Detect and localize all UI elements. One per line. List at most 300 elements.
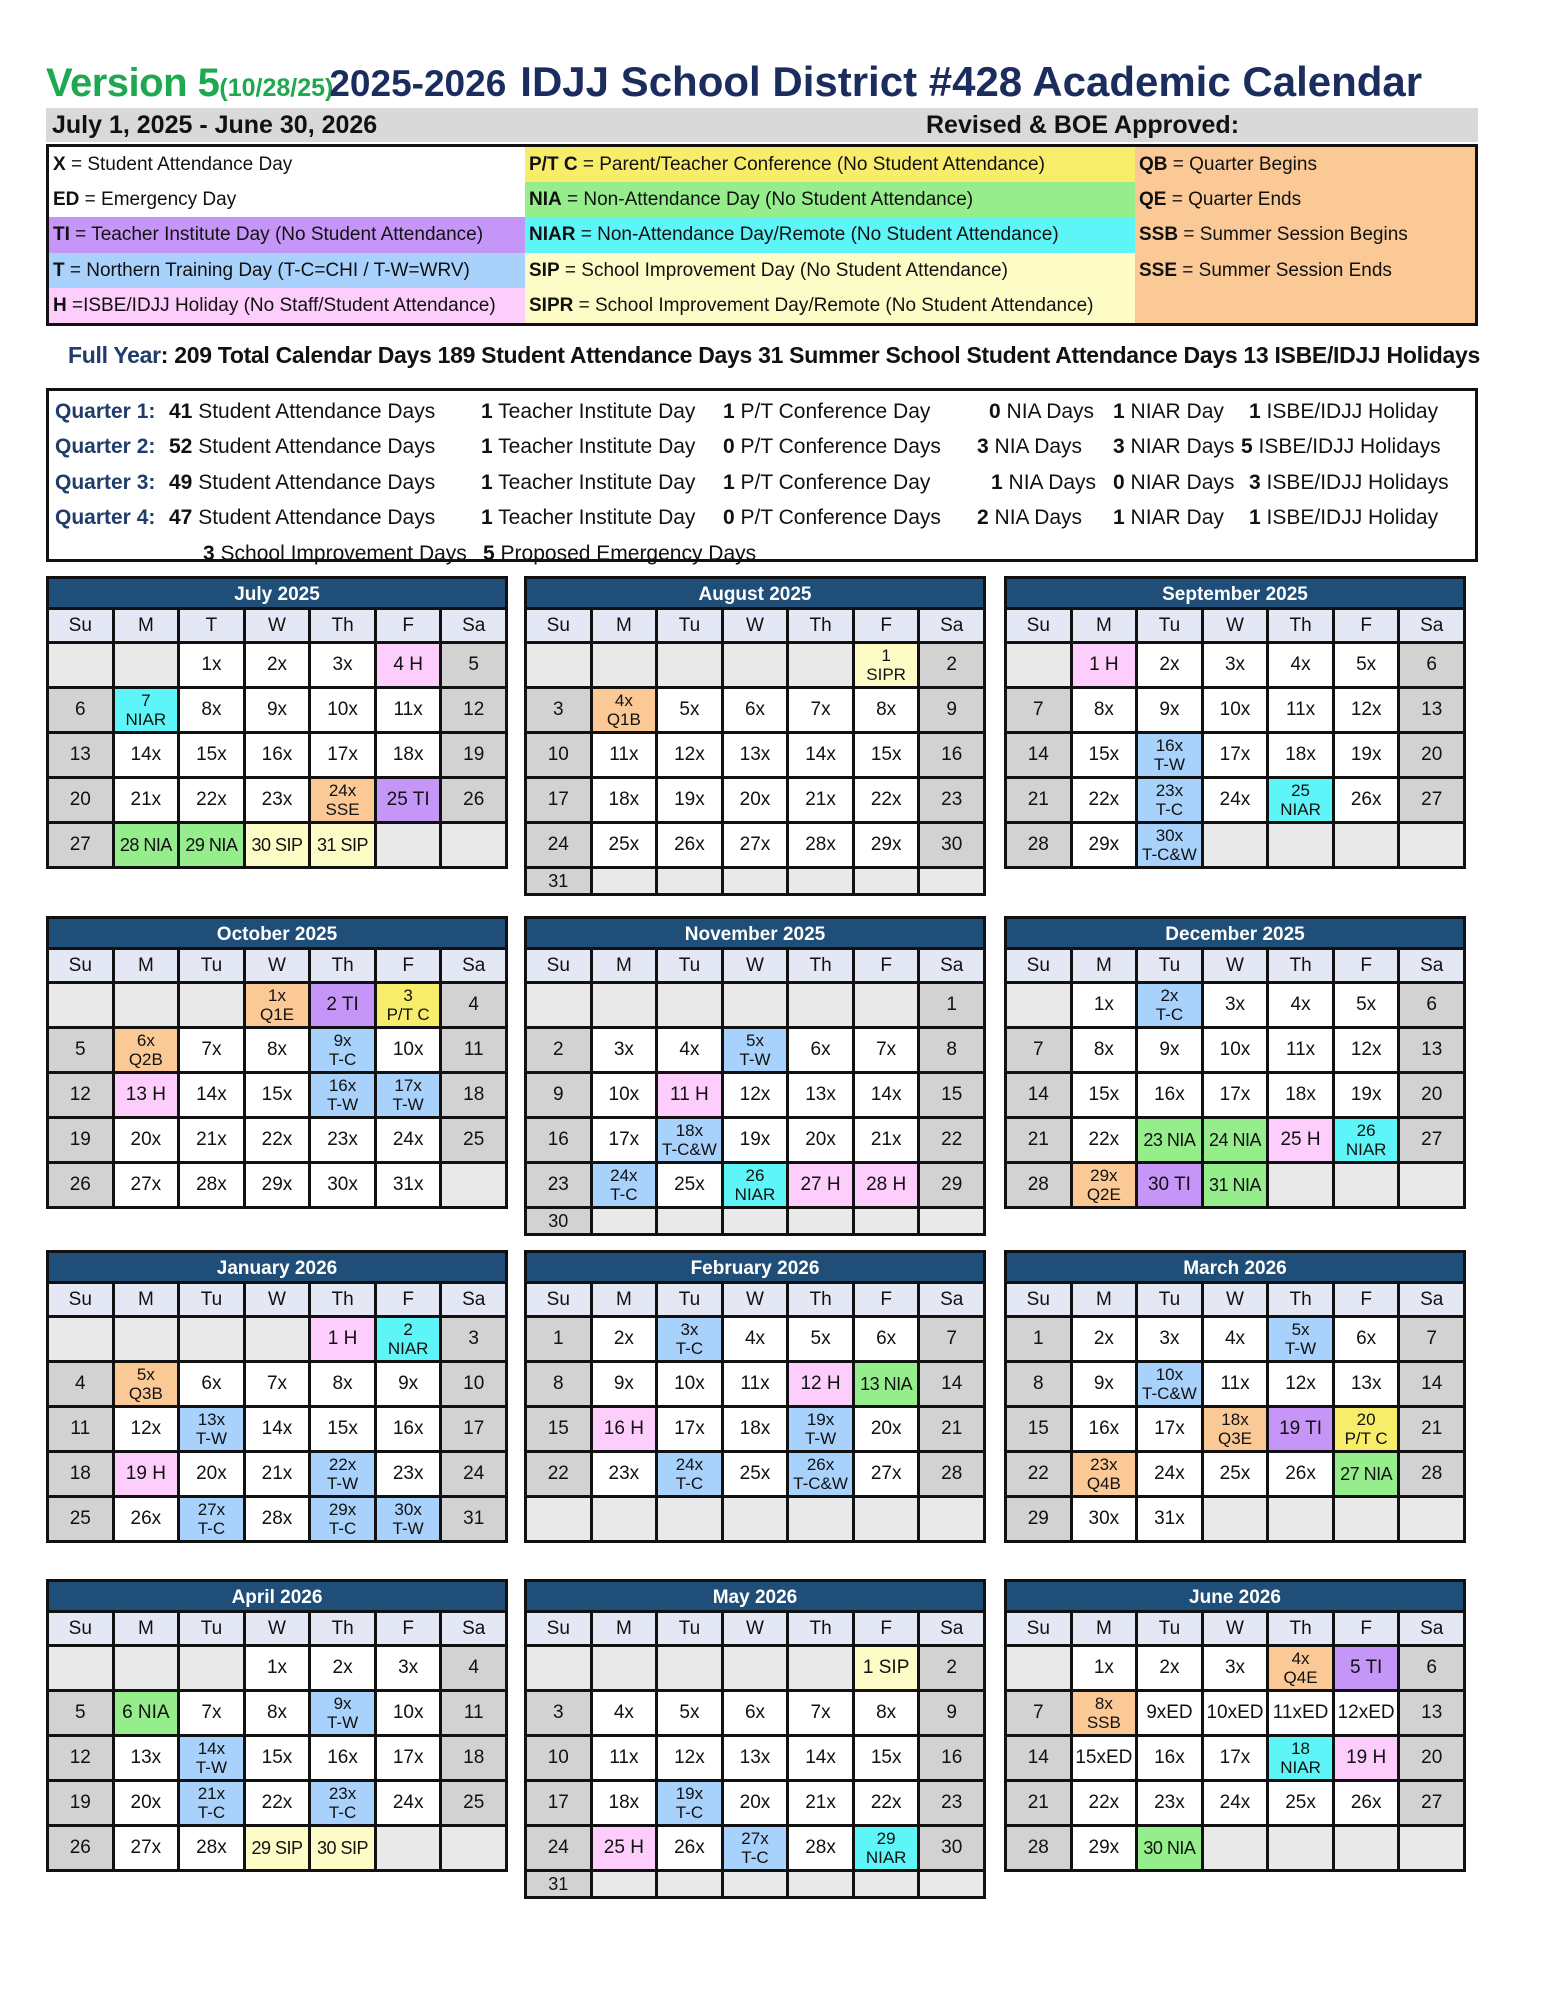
day-cell[interactable] — [1138, 1782, 1201, 1824]
day-cell[interactable] — [180, 1782, 243, 1824]
weekend-day-cell[interactable] — [920, 644, 983, 686]
weekend-day-cell[interactable] — [920, 1453, 983, 1495]
day-cell[interactable] — [1204, 1029, 1267, 1071]
day-cell[interactable] — [115, 1692, 178, 1734]
day-cell[interactable] — [311, 689, 374, 731]
day-cell[interactable] — [658, 1408, 721, 1450]
day-cell[interactable] — [377, 1737, 440, 1779]
day-cell[interactable] — [1204, 1119, 1267, 1161]
day-cell[interactable] — [658, 779, 721, 821]
weekend-day-cell[interactable] — [920, 1164, 983, 1206]
day-cell[interactable] — [724, 1029, 787, 1071]
day-cell[interactable] — [593, 1164, 656, 1206]
weekend-day-cell[interactable] — [442, 689, 505, 731]
day-cell[interactable] — [180, 1737, 243, 1779]
day-cell[interactable] — [180, 1692, 243, 1734]
day-cell[interactable] — [855, 1782, 918, 1824]
day-cell[interactable] — [1073, 824, 1136, 866]
day-cell[interactable] — [1269, 644, 1332, 686]
day-cell[interactable] — [593, 1119, 656, 1161]
day-cell[interactable] — [658, 1029, 721, 1071]
weekend-day-cell[interactable] — [920, 1363, 983, 1405]
day-cell[interactable] — [724, 1074, 787, 1116]
day-cell[interactable] — [855, 1692, 918, 1734]
day-cell[interactable] — [1073, 1692, 1136, 1734]
day-cell[interactable] — [115, 1363, 178, 1405]
weekend-day-cell[interactable] — [1400, 1029, 1463, 1071]
day-cell[interactable] — [246, 689, 309, 731]
weekend-day-cell[interactable] — [442, 1363, 505, 1405]
day-cell[interactable] — [593, 1408, 656, 1450]
day-cell[interactable] — [180, 1827, 243, 1869]
day-cell[interactable] — [1138, 1318, 1201, 1360]
day-cell[interactable] — [1269, 1119, 1332, 1161]
weekend-day-cell[interactable] — [527, 1029, 590, 1071]
day-cell[interactable] — [1335, 1029, 1398, 1071]
day-cell[interactable] — [1204, 1318, 1267, 1360]
day-cell[interactable] — [855, 1453, 918, 1495]
day-cell[interactable] — [1269, 734, 1332, 776]
day-cell[interactable] — [855, 824, 918, 866]
weekend-day-cell[interactable] — [442, 779, 505, 821]
day-cell[interactable] — [1073, 689, 1136, 731]
day-cell[interactable] — [246, 1827, 309, 1869]
day-cell[interactable] — [1204, 1782, 1267, 1824]
day-cell[interactable] — [1335, 1363, 1398, 1405]
day-cell[interactable] — [1204, 1692, 1267, 1734]
day-cell[interactable] — [311, 644, 374, 686]
day-cell[interactable] — [180, 734, 243, 776]
weekend-day-cell[interactable] — [527, 1408, 590, 1450]
day-cell[interactable] — [246, 734, 309, 776]
day-cell[interactable] — [246, 1363, 309, 1405]
day-cell[interactable] — [1138, 1737, 1201, 1779]
day-cell[interactable] — [1138, 1408, 1201, 1450]
weekend-day-cell[interactable] — [1400, 779, 1463, 821]
weekend-day-cell[interactable] — [442, 734, 505, 776]
weekend-day-cell[interactable] — [527, 1692, 590, 1734]
day-cell[interactable] — [593, 734, 656, 776]
day-cell[interactable] — [1073, 779, 1136, 821]
day-cell[interactable] — [789, 824, 852, 866]
day-cell[interactable] — [180, 1119, 243, 1161]
day-cell[interactable] — [1204, 1453, 1267, 1495]
day-cell[interactable] — [1269, 1363, 1332, 1405]
day-cell[interactable] — [311, 1647, 374, 1689]
weekend-day-cell[interactable] — [1400, 1453, 1463, 1495]
weekend-day-cell[interactable] — [527, 1164, 590, 1206]
day-cell[interactable] — [377, 644, 440, 686]
day-cell[interactable] — [724, 1782, 787, 1824]
weekend-day-cell[interactable] — [920, 1029, 983, 1071]
weekend-day-cell[interactable] — [49, 1692, 112, 1734]
day-cell[interactable] — [377, 984, 440, 1026]
day-cell[interactable] — [246, 1692, 309, 1734]
day-cell[interactable] — [789, 1408, 852, 1450]
day-cell[interactable] — [115, 689, 178, 731]
weekend-day-cell[interactable] — [920, 824, 983, 866]
day-cell[interactable] — [377, 1029, 440, 1071]
day-cell[interactable] — [377, 1164, 440, 1206]
weekend-day-cell[interactable] — [527, 1827, 590, 1869]
weekend-day-cell[interactable] — [1007, 1363, 1070, 1405]
weekend-day-cell[interactable] — [527, 689, 590, 731]
day-cell[interactable] — [724, 1363, 787, 1405]
day-cell[interactable] — [593, 1782, 656, 1824]
day-cell[interactable] — [377, 1408, 440, 1450]
weekend-day-cell[interactable] — [527, 1872, 590, 1896]
day-cell[interactable] — [658, 1737, 721, 1779]
day-cell[interactable] — [1073, 1119, 1136, 1161]
day-cell[interactable] — [180, 1363, 243, 1405]
day-cell[interactable] — [246, 1029, 309, 1071]
day-cell[interactable] — [855, 1408, 918, 1450]
day-cell[interactable] — [311, 824, 374, 866]
weekend-day-cell[interactable] — [920, 1074, 983, 1116]
day-cell[interactable] — [789, 779, 852, 821]
day-cell[interactable] — [1073, 1782, 1136, 1824]
weekend-day-cell[interactable] — [442, 1453, 505, 1495]
weekend-day-cell[interactable] — [442, 1647, 505, 1689]
day-cell[interactable] — [789, 1164, 852, 1206]
weekend-day-cell[interactable] — [1400, 1647, 1463, 1689]
weekend-day-cell[interactable] — [49, 1453, 112, 1495]
day-cell[interactable] — [180, 779, 243, 821]
weekend-day-cell[interactable] — [527, 734, 590, 776]
day-cell[interactable] — [593, 1318, 656, 1360]
day-cell[interactable] — [1335, 644, 1398, 686]
day-cell[interactable] — [115, 1074, 178, 1116]
weekend-day-cell[interactable] — [1007, 689, 1070, 731]
day-cell[interactable] — [1204, 1363, 1267, 1405]
day-cell[interactable] — [115, 1029, 178, 1071]
day-cell[interactable] — [1335, 689, 1398, 731]
day-cell[interactable] — [1269, 984, 1332, 1026]
day-cell[interactable] — [1138, 1647, 1201, 1689]
day-cell[interactable] — [246, 644, 309, 686]
day-cell[interactable] — [1269, 1737, 1332, 1779]
day-cell[interactable] — [1138, 689, 1201, 731]
day-cell[interactable] — [115, 1119, 178, 1161]
day-cell[interactable] — [658, 1782, 721, 1824]
day-cell[interactable] — [377, 779, 440, 821]
day-cell[interactable] — [593, 1453, 656, 1495]
weekend-day-cell[interactable] — [1007, 1498, 1070, 1540]
day-cell[interactable] — [1335, 1737, 1398, 1779]
day-cell[interactable] — [1073, 1164, 1136, 1206]
day-cell[interactable] — [1073, 1074, 1136, 1116]
weekend-day-cell[interactable] — [920, 1782, 983, 1824]
day-cell[interactable] — [855, 1029, 918, 1071]
day-cell[interactable] — [1204, 779, 1267, 821]
day-cell[interactable] — [115, 734, 178, 776]
weekend-day-cell[interactable] — [527, 869, 590, 893]
day-cell[interactable] — [180, 689, 243, 731]
day-cell[interactable] — [1138, 1074, 1201, 1116]
weekend-day-cell[interactable] — [1007, 1692, 1070, 1734]
day-cell[interactable] — [1269, 1074, 1332, 1116]
weekend-day-cell[interactable] — [1007, 1827, 1070, 1869]
weekend-day-cell[interactable] — [1007, 1782, 1070, 1824]
day-cell[interactable] — [1335, 1692, 1398, 1734]
day-cell[interactable] — [115, 1827, 178, 1869]
day-cell[interactable] — [724, 1318, 787, 1360]
weekend-day-cell[interactable] — [920, 734, 983, 776]
weekend-day-cell[interactable] — [442, 1029, 505, 1071]
day-cell[interactable] — [855, 1074, 918, 1116]
day-cell[interactable] — [1073, 1363, 1136, 1405]
weekend-day-cell[interactable] — [1400, 1692, 1463, 1734]
day-cell[interactable] — [1335, 1453, 1398, 1495]
day-cell[interactable] — [724, 1164, 787, 1206]
day-cell[interactable] — [1204, 1737, 1267, 1779]
day-cell[interactable] — [724, 1737, 787, 1779]
weekend-day-cell[interactable] — [1007, 1029, 1070, 1071]
day-cell[interactable] — [1073, 984, 1136, 1026]
weekend-day-cell[interactable] — [1400, 1074, 1463, 1116]
day-cell[interactable] — [658, 1363, 721, 1405]
day-cell[interactable] — [1335, 1408, 1398, 1450]
day-cell[interactable] — [1073, 1498, 1136, 1540]
weekend-day-cell[interactable] — [920, 1692, 983, 1734]
day-cell[interactable] — [789, 1318, 852, 1360]
day-cell[interactable] — [1204, 644, 1267, 686]
day-cell[interactable] — [1138, 644, 1201, 686]
day-cell[interactable] — [658, 1164, 721, 1206]
weekend-day-cell[interactable] — [49, 1408, 112, 1450]
day-cell[interactable] — [593, 779, 656, 821]
day-cell[interactable] — [855, 1647, 918, 1689]
day-cell[interactable] — [377, 1318, 440, 1360]
weekend-day-cell[interactable] — [442, 1737, 505, 1779]
day-cell[interactable] — [311, 734, 374, 776]
day-cell[interactable] — [1073, 644, 1136, 686]
weekend-day-cell[interactable] — [1400, 1737, 1463, 1779]
day-cell[interactable] — [724, 1453, 787, 1495]
day-cell[interactable] — [593, 824, 656, 866]
weekend-day-cell[interactable] — [920, 1408, 983, 1450]
day-cell[interactable] — [1335, 1119, 1398, 1161]
weekend-day-cell[interactable] — [1400, 644, 1463, 686]
weekend-day-cell[interactable] — [49, 1074, 112, 1116]
day-cell[interactable] — [1138, 1164, 1201, 1206]
day-cell[interactable] — [789, 1827, 852, 1869]
weekend-day-cell[interactable] — [49, 824, 112, 866]
day-cell[interactable] — [311, 1119, 374, 1161]
day-cell[interactable] — [789, 734, 852, 776]
day-cell[interactable] — [1204, 734, 1267, 776]
weekend-day-cell[interactable] — [527, 1318, 590, 1360]
day-cell[interactable] — [311, 1453, 374, 1495]
day-cell[interactable] — [1138, 824, 1201, 866]
day-cell[interactable] — [115, 1453, 178, 1495]
weekend-day-cell[interactable] — [442, 1498, 505, 1540]
day-cell[interactable] — [724, 734, 787, 776]
weekend-day-cell[interactable] — [920, 1119, 983, 1161]
day-cell[interactable] — [724, 824, 787, 866]
day-cell[interactable] — [1335, 779, 1398, 821]
day-cell[interactable] — [1073, 734, 1136, 776]
weekend-day-cell[interactable] — [49, 1827, 112, 1869]
day-cell[interactable] — [658, 1827, 721, 1869]
day-cell[interactable] — [593, 1827, 656, 1869]
day-cell[interactable] — [377, 1074, 440, 1116]
day-cell[interactable] — [115, 1498, 178, 1540]
day-cell[interactable] — [724, 1119, 787, 1161]
day-cell[interactable] — [1269, 1692, 1332, 1734]
day-cell[interactable] — [855, 1318, 918, 1360]
day-cell[interactable] — [1335, 1318, 1398, 1360]
day-cell[interactable] — [377, 689, 440, 731]
day-cell[interactable] — [855, 734, 918, 776]
weekend-day-cell[interactable] — [1007, 779, 1070, 821]
day-cell[interactable] — [724, 689, 787, 731]
day-cell[interactable] — [1204, 1408, 1267, 1450]
day-cell[interactable] — [1335, 1782, 1398, 1824]
day-cell[interactable] — [1269, 779, 1332, 821]
day-cell[interactable] — [1204, 984, 1267, 1026]
day-cell[interactable] — [1138, 1453, 1201, 1495]
day-cell[interactable] — [1269, 1647, 1332, 1689]
day-cell[interactable] — [246, 824, 309, 866]
day-cell[interactable] — [180, 1029, 243, 1071]
weekend-day-cell[interactable] — [527, 1209, 590, 1233]
day-cell[interactable] — [1138, 779, 1201, 821]
day-cell[interactable] — [1073, 1647, 1136, 1689]
day-cell[interactable] — [246, 984, 309, 1026]
weekend-day-cell[interactable] — [49, 1029, 112, 1071]
weekend-day-cell[interactable] — [1400, 1363, 1463, 1405]
day-cell[interactable] — [855, 1737, 918, 1779]
day-cell[interactable] — [855, 1827, 918, 1869]
weekend-day-cell[interactable] — [1007, 1408, 1070, 1450]
weekend-day-cell[interactable] — [49, 1164, 112, 1206]
day-cell[interactable] — [180, 1453, 243, 1495]
day-cell[interactable] — [1335, 1647, 1398, 1689]
day-cell[interactable] — [1204, 1074, 1267, 1116]
weekend-day-cell[interactable] — [49, 734, 112, 776]
weekend-day-cell[interactable] — [527, 1737, 590, 1779]
day-cell[interactable] — [1138, 1363, 1201, 1405]
day-cell[interactable] — [246, 1453, 309, 1495]
day-cell[interactable] — [246, 1074, 309, 1116]
day-cell[interactable] — [246, 1737, 309, 1779]
day-cell[interactable] — [246, 1498, 309, 1540]
weekend-day-cell[interactable] — [920, 1318, 983, 1360]
day-cell[interactable] — [593, 1737, 656, 1779]
weekend-day-cell[interactable] — [1400, 1408, 1463, 1450]
weekend-day-cell[interactable] — [49, 1737, 112, 1779]
day-cell[interactable] — [1335, 734, 1398, 776]
day-cell[interactable] — [593, 1074, 656, 1116]
day-cell[interactable] — [1335, 1074, 1398, 1116]
weekend-day-cell[interactable] — [1007, 1737, 1070, 1779]
weekend-day-cell[interactable] — [442, 1318, 505, 1360]
day-cell[interactable] — [1204, 689, 1267, 731]
day-cell[interactable] — [180, 1408, 243, 1450]
day-cell[interactable] — [855, 689, 918, 731]
day-cell[interactable] — [855, 1119, 918, 1161]
day-cell[interactable] — [1269, 1408, 1332, 1450]
day-cell[interactable] — [658, 824, 721, 866]
day-cell[interactable] — [246, 1119, 309, 1161]
weekend-day-cell[interactable] — [1007, 1119, 1070, 1161]
day-cell[interactable] — [724, 1827, 787, 1869]
weekend-day-cell[interactable] — [1007, 1164, 1070, 1206]
weekend-day-cell[interactable] — [49, 1498, 112, 1540]
day-cell[interactable] — [377, 734, 440, 776]
day-cell[interactable] — [855, 779, 918, 821]
weekend-day-cell[interactable] — [1400, 1318, 1463, 1360]
weekend-day-cell[interactable] — [442, 1692, 505, 1734]
weekend-day-cell[interactable] — [442, 1408, 505, 1450]
day-cell[interactable] — [658, 1074, 721, 1116]
weekend-day-cell[interactable] — [442, 1782, 505, 1824]
weekend-day-cell[interactable] — [920, 984, 983, 1026]
day-cell[interactable] — [1204, 1164, 1267, 1206]
day-cell[interactable] — [724, 779, 787, 821]
day-cell[interactable] — [115, 1737, 178, 1779]
day-cell[interactable] — [377, 1692, 440, 1734]
weekend-day-cell[interactable] — [442, 644, 505, 686]
day-cell[interactable] — [311, 1782, 374, 1824]
day-cell[interactable] — [789, 1737, 852, 1779]
day-cell[interactable] — [1269, 1029, 1332, 1071]
day-cell[interactable] — [1138, 1827, 1201, 1869]
weekend-day-cell[interactable] — [49, 1119, 112, 1161]
day-cell[interactable] — [180, 644, 243, 686]
day-cell[interactable] — [1073, 1029, 1136, 1071]
day-cell[interactable] — [1073, 1827, 1136, 1869]
day-cell[interactable] — [311, 1737, 374, 1779]
weekend-day-cell[interactable] — [920, 1737, 983, 1779]
day-cell[interactable] — [789, 1782, 852, 1824]
day-cell[interactable] — [1138, 1029, 1201, 1071]
day-cell[interactable] — [1138, 984, 1201, 1026]
day-cell[interactable] — [377, 1498, 440, 1540]
day-cell[interactable] — [246, 1164, 309, 1206]
day-cell[interactable] — [311, 1029, 374, 1071]
day-cell[interactable] — [180, 824, 243, 866]
day-cell[interactable] — [1073, 1408, 1136, 1450]
day-cell[interactable] — [180, 1164, 243, 1206]
day-cell[interactable] — [593, 1029, 656, 1071]
day-cell[interactable] — [855, 1363, 918, 1405]
weekend-day-cell[interactable] — [1400, 1782, 1463, 1824]
day-cell[interactable] — [1138, 1119, 1201, 1161]
day-cell[interactable] — [246, 1782, 309, 1824]
day-cell[interactable] — [377, 1363, 440, 1405]
day-cell[interactable] — [311, 779, 374, 821]
day-cell[interactable] — [789, 1119, 852, 1161]
weekend-day-cell[interactable] — [442, 984, 505, 1026]
weekend-day-cell[interactable] — [1007, 1318, 1070, 1360]
day-cell[interactable] — [1269, 689, 1332, 731]
weekend-day-cell[interactable] — [1400, 689, 1463, 731]
day-cell[interactable] — [311, 1827, 374, 1869]
weekend-day-cell[interactable] — [49, 1363, 112, 1405]
weekend-day-cell[interactable] — [527, 1453, 590, 1495]
weekend-day-cell[interactable] — [1007, 1453, 1070, 1495]
day-cell[interactable] — [593, 689, 656, 731]
weekend-day-cell[interactable] — [1007, 734, 1070, 776]
day-cell[interactable] — [658, 734, 721, 776]
day-cell[interactable] — [311, 1363, 374, 1405]
day-cell[interactable] — [724, 1408, 787, 1450]
day-cell[interactable] — [115, 824, 178, 866]
weekend-day-cell[interactable] — [442, 1119, 505, 1161]
day-cell[interactable] — [789, 1029, 852, 1071]
